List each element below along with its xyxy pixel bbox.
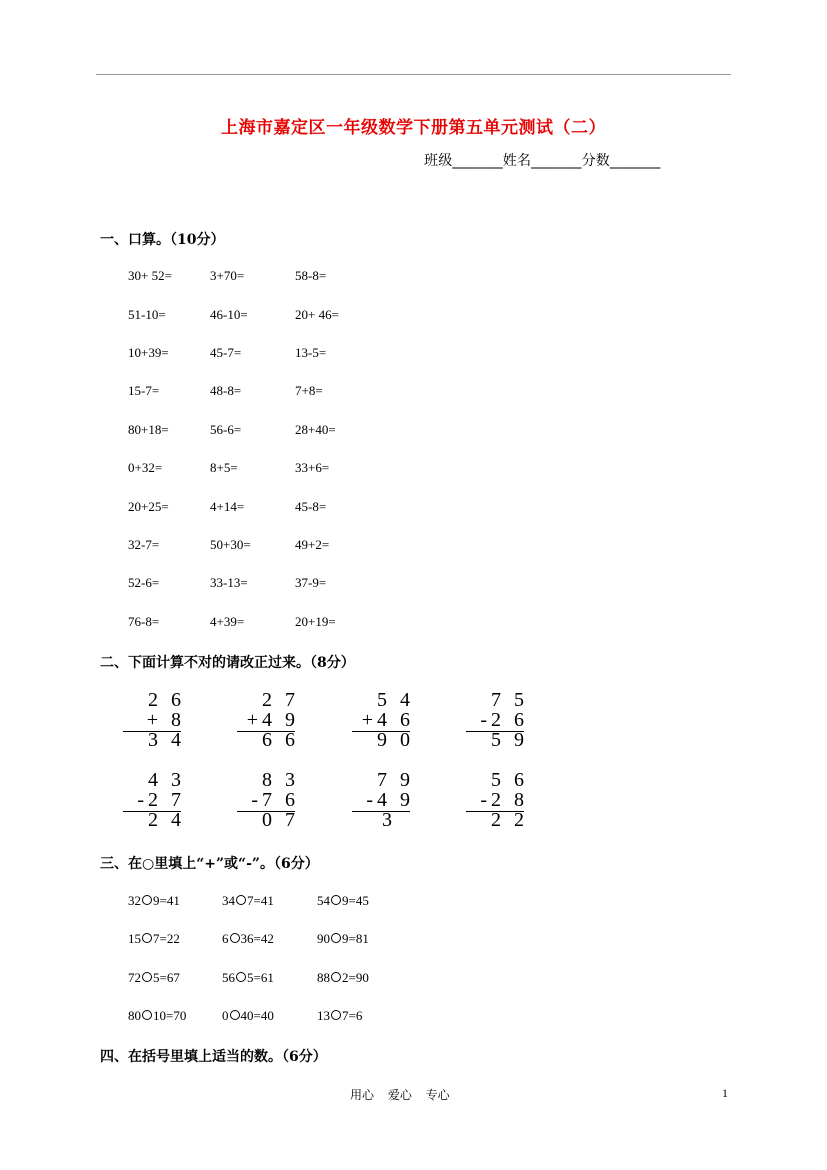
section4-heading: 四、在括号里填上适当的数。（6分） [100,1049,327,1065]
calc-operand: -7 6 [251,789,299,811]
arithmetic-item: 46-10= [210,307,248,322]
left-operand: 13 [317,1008,330,1023]
left-operand: 32 [128,893,141,908]
arithmetic-item: 30+ 52= [128,268,172,283]
vertical-calculation [111,769,185,832]
right-expression: 7=6 [342,1008,363,1023]
calc-result: 3 [382,809,414,831]
calc-underline [352,811,410,812]
calc-top-number: 7 5 [491,689,528,711]
calc-operand: -2 8 [480,789,528,811]
blank-circle-icon [236,895,246,905]
right-expression: 2=90 [342,970,369,985]
left-operand: 0 [222,1008,229,1023]
operator-fill-item [128,1008,186,1024]
vertical-calculation [111,689,185,752]
operator-fill-item [317,931,369,947]
left-operand: 54 [317,893,330,908]
arithmetic-item: 51-10= [128,307,166,322]
arithmetic-item: 45-8= [295,499,327,514]
right-expression: 5=61 [247,970,274,985]
left-operand: 6 [222,931,229,946]
arithmetic-item: 32-7= [128,537,160,552]
calc-underline [237,731,295,732]
calc-underline [466,811,524,812]
right-expression: 9=45 [342,893,369,908]
arithmetic-item: 0+32= [128,460,163,475]
left-operand: 34 [222,893,235,908]
arithmetic-item: 58-8= [295,268,327,283]
calc-top-number: 2 7 [262,689,299,711]
blank-circle-icon [230,933,240,943]
calc-operand: -2 6 [480,709,528,731]
calc-top-number: 5 6 [491,769,528,791]
operator-fill-item [128,893,180,909]
arithmetic-item: 50+30= [210,537,251,552]
arithmetic-item: 33+6= [295,460,330,475]
left-operand: 90 [317,931,330,946]
arithmetic-item: 7+8= [295,383,323,398]
operator-fill-item [222,931,274,947]
right-expression: 36=42 [240,931,274,946]
calc-underline [466,731,524,732]
page-title: 上海市嘉定区一年级数学下册第五单元测试（二） [221,118,606,138]
calc-top-number: 7 9 [377,769,414,791]
arithmetic-item: 4+14= [210,499,245,514]
operator-fill-item [128,931,180,947]
right-expression: 9=41 [153,893,180,908]
header-rule [96,74,731,75]
blank-circle-icon [142,972,152,982]
calc-result: 6 6 [262,729,299,751]
arithmetic-item: 76-8= [128,614,160,629]
arithmetic-item: 33-13= [210,575,248,590]
operator-fill-item [317,970,369,986]
vertical-calculation [225,769,299,832]
vertical-calculation [225,689,299,752]
operator-fill-item [222,970,274,986]
section1-heading: 一、口算。（10分） [100,232,225,248]
blank-circle-icon [331,933,341,943]
arithmetic-item: 13-5= [295,345,327,360]
vertical-calculation [454,689,528,752]
calc-result: 9 0 [377,729,414,751]
arithmetic-item: 48-8= [210,383,242,398]
calc-operand: -4 9 [366,789,414,811]
calc-operand: +4 6 [361,709,414,731]
blank-circle-icon [142,1010,152,1020]
left-operand: 72 [128,970,141,985]
arithmetic-item: 20+19= [295,614,336,629]
blank-circle-icon [142,933,152,943]
calc-top-number: 8 3 [262,769,299,791]
calc-top-number: 5 4 [377,689,414,711]
right-expression: 9=81 [342,931,369,946]
calc-underline [123,731,181,732]
calc-result: 2 2 [491,809,528,831]
calc-top-number: 2 6 [148,689,185,711]
calc-top-number: 4 3 [148,769,185,791]
arithmetic-item: 37-9= [295,575,327,590]
section3-heading: 三、在○里填上“+”或“-”。（6分） [100,856,319,872]
arithmetic-item: 52-6= [128,575,160,590]
right-expression: 10=70 [153,1008,187,1023]
page-number: 1 [722,1086,728,1100]
calc-operand: +4 9 [246,709,299,731]
calc-underline [237,811,295,812]
arithmetic-item: 20+ 46= [295,307,339,322]
arithmetic-item: 8+5= [210,460,238,475]
vertical-calculation [454,769,528,832]
left-operand: 80 [128,1008,141,1023]
vertical-calculation [340,689,414,752]
arithmetic-item: 49+2= [295,537,330,552]
arithmetic-item: 3+70= [210,268,245,283]
arithmetic-item: 15-7= [128,383,160,398]
blank-circle-icon [230,1010,240,1020]
footer-text: 用心 爱心 专心 [350,1088,450,1102]
operator-fill-item [222,1008,274,1024]
calc-underline [123,811,181,812]
right-expression: 5=67 [153,970,180,985]
operator-fill-item [222,893,274,909]
blank-circle-icon [331,1010,341,1020]
calc-result: 3 4 [148,729,185,751]
calc-result: 2 4 [148,809,185,831]
calc-operand: + 8 [146,709,185,731]
right-expression: 40=40 [240,1008,274,1023]
vertical-calculation [340,769,414,832]
calc-operand: -2 7 [137,789,185,811]
blank-circle-icon [331,972,341,982]
arithmetic-item: 28+40= [295,422,336,437]
operator-fill-item [128,970,180,986]
arithmetic-item: 20+25= [128,499,169,514]
blank-circle-icon [236,972,246,982]
student-info-line: 班级_______姓名_______分数_______ [424,153,661,169]
left-operand: 56 [222,970,235,985]
blank-circle-icon [331,895,341,905]
arithmetic-item: 56-6= [210,422,242,437]
right-expression: 7=22 [153,931,180,946]
right-expression: 7=41 [247,893,274,908]
blank-circle-icon [142,895,152,905]
arithmetic-item: 4+39= [210,614,245,629]
calc-result: 5 9 [491,729,528,751]
arithmetic-item: 80+18= [128,422,169,437]
section2-heading: 二、下面计算不对的请改正过来。（8分） [100,655,355,671]
left-operand: 88 [317,970,330,985]
calc-underline [352,731,410,732]
arithmetic-item: 10+39= [128,345,169,360]
operator-fill-item [317,1008,362,1024]
operator-fill-item [317,893,369,909]
left-operand: 15 [128,931,141,946]
arithmetic-item: 45-7= [210,345,242,360]
calc-result: 0 7 [262,809,299,831]
